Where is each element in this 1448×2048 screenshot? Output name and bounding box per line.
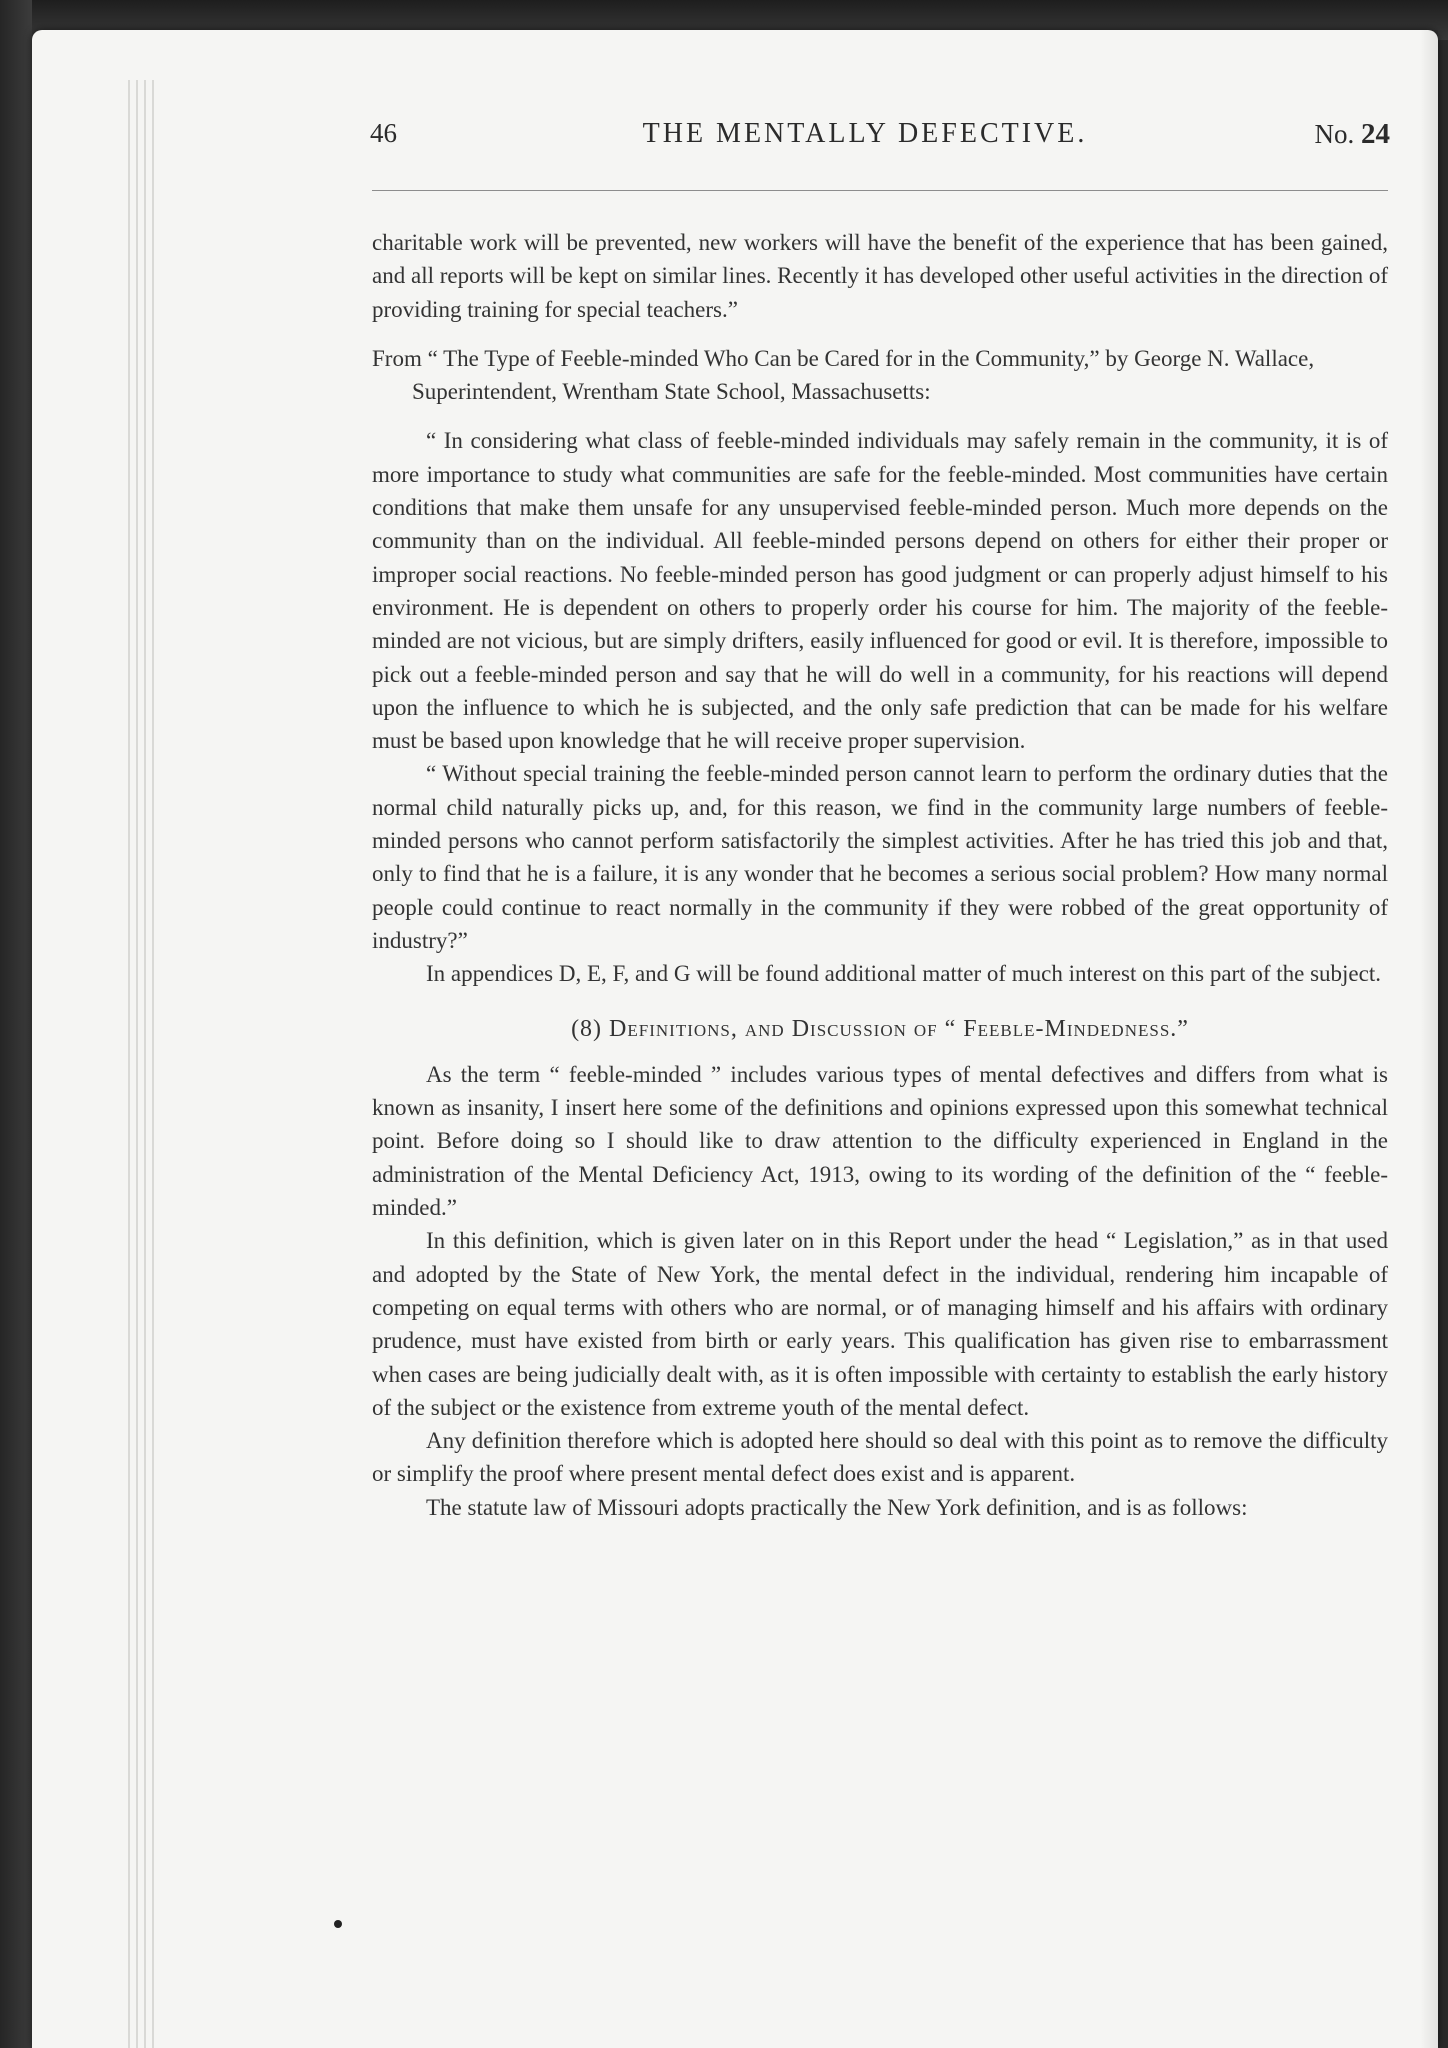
issue-prefix: No.: [1314, 119, 1355, 149]
paragraph: As the term “ feeble-minded ” includes various types of mental defectives and differs from what is known as insanity, I insert here some of the definitions and opinions expressed upon this somewhat technical point. Before doing so I should like to draw attention to the difficulty experienced in England in the administration of the Mental Deficiency Act, 1913, owing to its wording of the definition of the “ feeble-minded.”: [372, 1061, 1388, 1221]
section-heading: (8) Definitions, and Discussion of “ Feeble-Mindedness.”: [571, 1015, 1189, 1042]
page-edge: [144, 80, 146, 2048]
quotation-paragraph: “ Without special training the feeble-minded person cannot learn to perform the ordinary duties that the normal child naturally picks up, and, for this reason, we find in the community large numbers of feeble-minded persons who cannot perform satisfactorily the simplest activities. After he has tried this job and that, only to find that he is a failure, it is any wonder that he becomes a serious social problem? How many normal people could continue to react normally in the community if they were robbed of the great opportunity of industry?”: [372, 761, 1388, 953]
issue-number: [1315, 118, 1391, 151]
page-number: 46: [370, 118, 397, 148]
ink-speck: [334, 1920, 342, 1928]
paragraph: Any definition therefore which is adopted here should so deal with this point as to remove the difficulty or simplify the proof where present mental defect does exist and is apparent.: [372, 1428, 1388, 1487]
issue-number-value: 24: [1361, 118, 1390, 150]
scan-background-left: [0, 0, 32, 2048]
header-rule: [372, 190, 1388, 191]
paragraph: In this definition, which is given later on in this Report under the head “ Legislation,” as in that used and adopted by the State of New York, the mental defect in the individual, rendering him incapable of competing on equal terms with others who are normal, or of managing himself and his affairs with ordinary prudence, must have existed from birth or early years. This qualification has given rise to embarrassment when cases are being judicially dealt with, as it is often impossible with certainty to establish the early history of the subject or the existence from extreme youth of the mental defect.: [372, 1228, 1388, 1420]
page-edge: [128, 80, 130, 2048]
page-shadow: [1420, 30, 1438, 2048]
quotation-paragraph: “ In considering what class of feeble-minded individuals may safely remain in the community, it is of more importance to study what communities are safe for the feeble-minded. Most communities have certain conditions that make them unsafe for any unsupervised feeble-minded person. Much more depends on the community than on the individual. All feeble-minded persons depend on others for either their proper or improper social reactions. No feeble-minded person has good judgment or can properly adjust himself to his environment. He is dependent on others to properly order his course for him. The majority of the feeble-minded are not vicious, but are simply drifters, easily influenced for good or evil. It is therefore, impossible to pick out a feeble-minded person and say that he will do well in a community, for his reactions will depend upon the influence to which he is subjected, and the only safe prediction that can be made for his welfare must be based upon knowledge that he will receive proper supervision.: [372, 428, 1388, 754]
source-citation: From “ The Type of Feeble-minded Who Can be Cared for in the Community,” by George N. Wallace, Superintendent, Wrentham State School, Massachusetts:: [372, 345, 1315, 405]
paragraph: charitable work will be prevented, new workers will have the benefit of the experience that has been gained, and all reports will be kept on similar lines. Recently it has developed other useful activities in the direction of providing training for special teachers.”: [372, 230, 1388, 322]
page-edge: [152, 80, 154, 2048]
page-edge: [136, 80, 138, 2048]
running-header: [340, 118, 1390, 158]
running-title: THE MENTALLY DEFECTIVE.: [642, 118, 1088, 149]
paragraph: The statute law of Missouri adopts practically the New York definition, and is as follows:: [426, 1494, 1248, 1520]
body-text: [372, 226, 1388, 1524]
paragraph: In appendices D, E, F, and G will be found additional matter of much interest on this part of the subject.: [426, 961, 1381, 987]
